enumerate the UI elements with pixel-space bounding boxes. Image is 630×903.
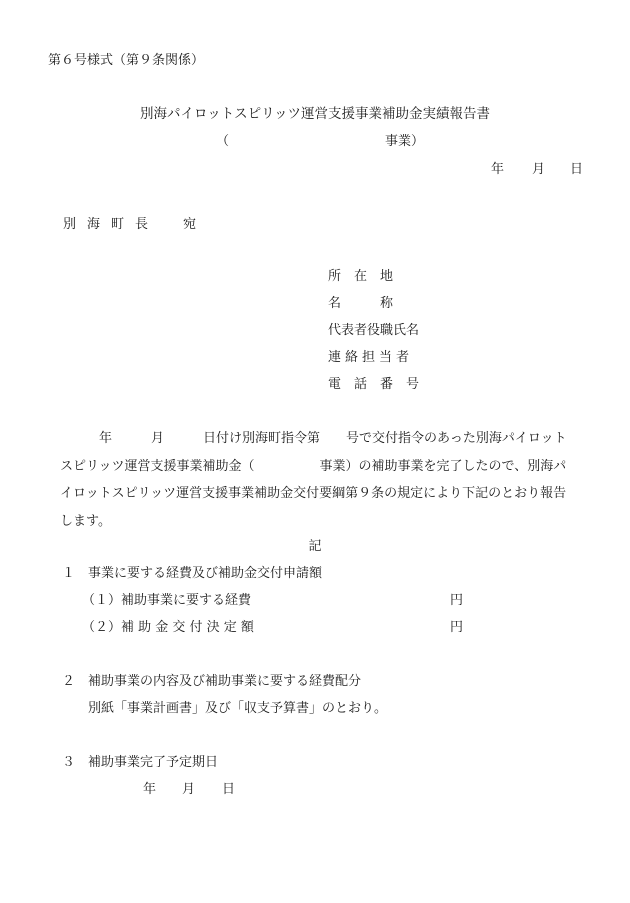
item-3-date-day: 日 — [222, 782, 236, 797]
item-1-2-yen: 円 — [450, 620, 464, 635]
date-day: 日 — [570, 162, 584, 177]
item-2-detail: 別紙「事業計画書」及び「収支予算書」のとおり。 — [88, 701, 388, 716]
item-1-1: （１）補助事業に要する経費 — [82, 593, 252, 608]
body-line: 年 月 日付け別海町指令第 号で交付指令のあった別海パイロット — [60, 431, 567, 446]
date-year: 年 — [491, 162, 505, 177]
addressee: 別海町長 宛 — [63, 217, 208, 232]
item-2: ２ 補助事業の内容及び補助事業に要する経費配分 — [62, 674, 362, 689]
item-3-date-year: 年 — [143, 782, 157, 797]
body-line: イロットスピリッツ運営支援事業補助金交付要綱第９条の規定により下記のとおり報告 — [60, 486, 567, 501]
applicant-contact-label: 連絡担当者 — [328, 350, 414, 365]
applicant-phone-label: 電話番号 — [328, 377, 433, 392]
applicant-name-label: 名 称 — [328, 296, 394, 311]
body-line: スピリッツ運営支援事業補助金（ 事業）の補助事業を完了したので、別海パ — [60, 458, 567, 474]
applicant-address-label: 所 在 地 — [328, 269, 394, 284]
body-paragraph — [60, 425, 587, 535]
body-line: します。 — [60, 513, 111, 529]
subtitle-paren-open: （ — [216, 134, 230, 149]
date-month: 月 — [532, 162, 546, 177]
applicant-representative-label: 代表者役職氏名 — [328, 323, 420, 338]
item-1-1-yen: 円 — [450, 593, 464, 608]
item-1: １ 事業に要する経費及び補助金交付申請額 — [62, 566, 323, 581]
document-title: 別海パイロットスピリッツ運営支援事業補助金実績報告書 — [139, 106, 491, 122]
ki-heading: 記 — [308, 539, 322, 554]
subtitle-paren-close: 事業） — [385, 134, 425, 149]
form-number: 第６号様式（第９条関係） — [48, 53, 205, 68]
item-3-date-month: 月 — [182, 782, 196, 797]
item-1-2: （２）補 助 金 交 付 決 定 額 — [82, 620, 254, 635]
item-3: ３ 補助事業完了予定期日 — [62, 755, 219, 770]
